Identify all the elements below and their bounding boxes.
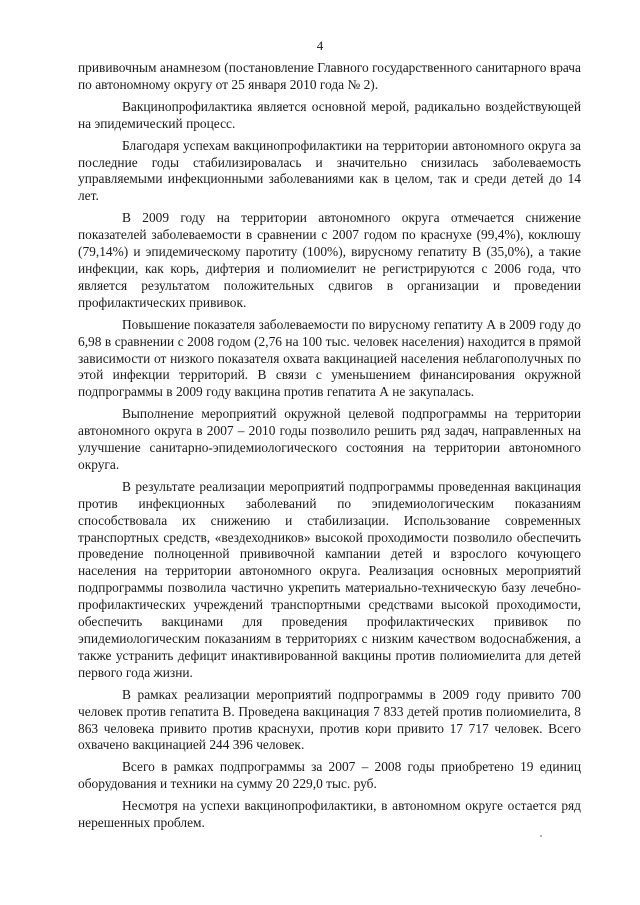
paragraph-vaccine-prophylaxis: Вакцинопрофилактика является основной мерой, радикально воздействующей на эпидемический процесс. <box>78 98 581 131</box>
paragraph-stabilization: Благодаря успехам вакцинопрофилактики на территории автономного округа за последние годы стабилизировалась и значительно снизилась заболеваемость управляемыми инфекционными заболеваниями как в целом, так и среди детей до 14 лет. <box>78 137 581 204</box>
paragraph-subprogram-execution: Выполнение мероприятий окружной целевой подпрограммы на территории автономного округа в 2007 – 2010 годы позволило решить ряд задач, направленных на улучшение санитарно-эпидемиологического состояния на территории автономного округа. <box>78 406 581 472</box>
paragraph-subprogram-results: В результате реализации мероприятий подпрограммы проведенная вакцинация против инфекционных заболеваний по эпидемиологическим показаниям способствовала их снижению и стабилизации. Использование современных транспортных средств, «вездеходников» высокой проходимости позволило обеспечить проведение полноценной прививочной кампании детей и взрослого кочующего населения на территории автономного округа. Реализация основных мероприятий подпрограммы позволила частично укрепить материально-техническую базу лечебно-профилактических учреждений транспортными средствами высокой проходимости, обеспечить вакцинами для проведения профилактических прививок по эпидемиологическим показаниям в территориях с низким качеством водоснабжения, а также устранить дефицит инактивированной вакцины против полиомиелита для детей первого года жизни. <box>78 478 581 680</box>
paragraph-2009-decrease: В 2009 году на территории автономного округа отмечается снижение показателей заболеваемости в сравнении с 2007 годом по краснухе (99,4%), коклюшу (79,14%) и эпидемическому паротиту (100%), вирусному гепатиту В (35,0%), а такие инфекции, как корь, дифтерия и полиомиелит не регистрируются с 2006 года, что является результатом положительных сдвигов в организации и проведении профилактических прививок. <box>78 210 581 310</box>
paragraph-continued-anamnesis: прививочным анамнезом (постановление Главного государственного санитарного врача по автономному округу от 25 января 2010 года № 2). <box>78 60 581 92</box>
paragraph-unsolved-problems: Несмотря на успехи вакцинопрофилактики, в автономном округе остается ряд нерешенных проблем. <box>78 798 581 831</box>
document-body <box>78 60 581 832</box>
paragraph-equipment-purchase: Всего в рамках подпрограммы за 2007 – 2008 годы приобретено 19 единиц оборудования и техники на сумму 20 229,0 тыс. руб. <box>78 759 581 792</box>
paragraph-2009-vaccination-counts: В рамках реализации мероприятий подпрограммы в 2009 году привито 700 человек против гепатита В. Проведена вакцинация 7 833 детей против полиомиелита, 8 863 человека привито против краснухи, против кори привито 17 717 человек. Всего охвачено вакцинацией 244 396 человек. <box>78 686 581 753</box>
paragraph-hepatitis-a: Повышение показателя заболеваемости по вирусному гепатиту А в 2009 году до 6,98 в сравнении с 2008 годом (2,76 на 100 тыс. человек населения) находится в прямой зависимости от низкого показателя охвата вакцинацией населения неблагополучных по этой инфекции территорий. В связи с уменьшением финансирования окружной подпрограммы в 2009 году вакцина против гепатита А не закупалась. <box>78 316 581 400</box>
scan-speck <box>540 835 542 837</box>
page-number: 4 <box>316 38 324 53</box>
